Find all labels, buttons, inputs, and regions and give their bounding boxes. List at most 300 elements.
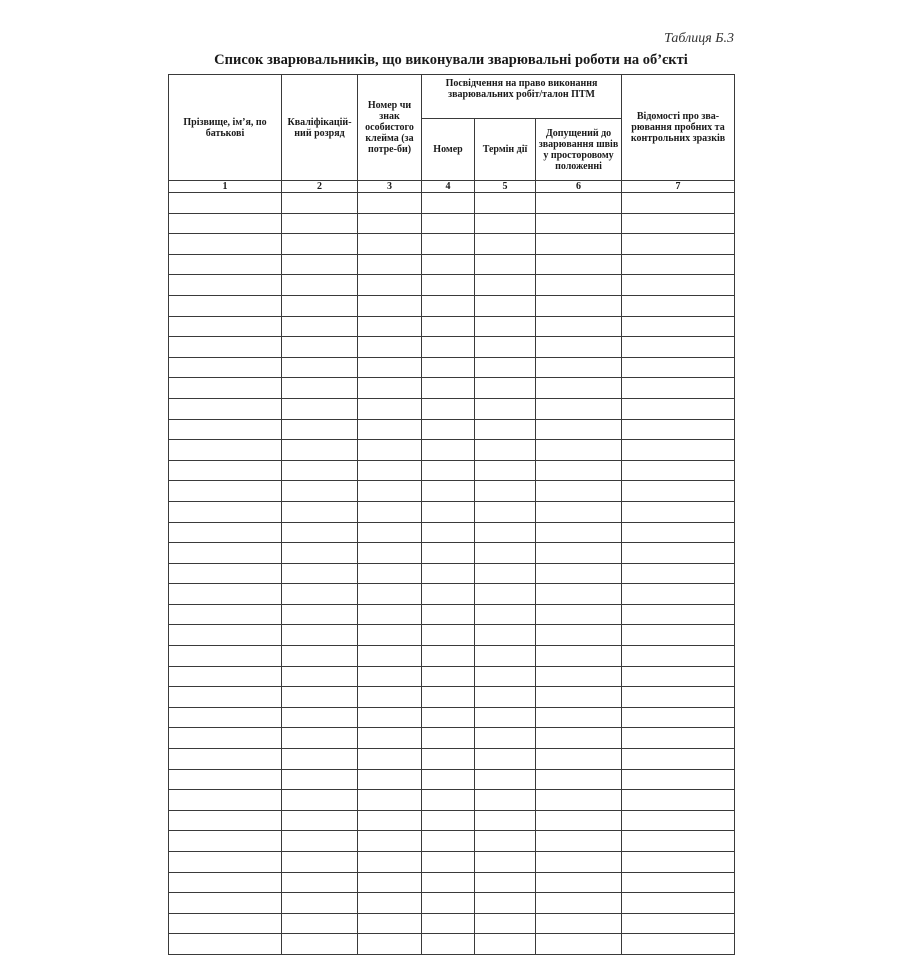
empty-cell <box>282 810 358 831</box>
table-row <box>169 913 735 934</box>
empty-cell <box>422 934 475 955</box>
empty-cell <box>358 234 422 255</box>
empty-cell <box>536 543 622 564</box>
empty-cell <box>282 275 358 296</box>
empty-cell <box>622 419 735 440</box>
empty-cell <box>169 501 282 522</box>
empty-cell <box>422 316 475 337</box>
empty-cell <box>622 563 735 584</box>
document-title: Список зварювальників, що виконували зварювальні роботи на об’єкті <box>214 52 688 68</box>
empty-cell <box>282 934 358 955</box>
table-row <box>169 357 735 378</box>
empty-cell <box>622 666 735 687</box>
empty-cell <box>169 337 282 358</box>
empty-cell <box>282 440 358 461</box>
table-row <box>169 213 735 234</box>
empty-cell <box>282 625 358 646</box>
header-position: Допущений до зварювання швів у просторовому положенні <box>536 119 622 181</box>
empty-cell <box>422 687 475 708</box>
empty-cell <box>536 460 622 481</box>
empty-cell <box>358 666 422 687</box>
empty-cell <box>282 316 358 337</box>
empty-cell <box>475 604 536 625</box>
empty-cell <box>422 193 475 214</box>
table-row <box>169 893 735 914</box>
empty-cell <box>282 893 358 914</box>
table-row <box>169 872 735 893</box>
empty-cell <box>536 584 622 605</box>
empty-cell <box>422 810 475 831</box>
empty-cell <box>536 666 622 687</box>
empty-cell <box>422 666 475 687</box>
table-row <box>169 234 735 255</box>
empty-cell <box>358 913 422 934</box>
empty-cell <box>282 295 358 316</box>
empty-cell <box>282 398 358 419</box>
empty-cell <box>422 625 475 646</box>
table-row <box>169 193 735 214</box>
empty-cell <box>282 584 358 605</box>
empty-cell <box>169 728 282 749</box>
empty-cell <box>282 872 358 893</box>
empty-cell <box>622 295 735 316</box>
empty-cell <box>622 522 735 543</box>
empty-cell <box>622 769 735 790</box>
empty-cell <box>358 707 422 728</box>
empty-cell <box>622 934 735 955</box>
column-number: 7 <box>622 181 735 193</box>
empty-cell <box>422 378 475 399</box>
table-row <box>169 604 735 625</box>
empty-cell <box>622 234 735 255</box>
empty-cell <box>358 275 422 296</box>
empty-cell <box>475 193 536 214</box>
empty-cell <box>475 254 536 275</box>
empty-cell <box>475 810 536 831</box>
empty-cell <box>422 893 475 914</box>
empty-cell <box>169 398 282 419</box>
empty-cell <box>169 810 282 831</box>
empty-cell <box>622 440 735 461</box>
empty-cell <box>536 254 622 275</box>
empty-cell <box>169 357 282 378</box>
empty-cell <box>169 460 282 481</box>
empty-cell <box>169 831 282 852</box>
empty-cell <box>536 604 622 625</box>
empty-cell <box>536 501 622 522</box>
empty-cell <box>475 419 536 440</box>
empty-cell <box>422 522 475 543</box>
empty-cell <box>422 913 475 934</box>
empty-cell <box>422 357 475 378</box>
empty-cell <box>475 501 536 522</box>
table-row <box>169 378 735 399</box>
table-row <box>169 337 735 358</box>
empty-cell <box>358 193 422 214</box>
empty-cell <box>536 687 622 708</box>
empty-cell <box>422 749 475 770</box>
empty-cell <box>536 563 622 584</box>
empty-cell <box>282 522 358 543</box>
empty-cell <box>536 625 622 646</box>
empty-cell <box>536 913 622 934</box>
empty-cell <box>536 234 622 255</box>
empty-cell <box>622 481 735 502</box>
empty-cell <box>169 749 282 770</box>
empty-cell <box>422 831 475 852</box>
empty-cell <box>422 275 475 296</box>
empty-cell <box>536 893 622 914</box>
empty-cell <box>422 481 475 502</box>
empty-cell <box>282 749 358 770</box>
empty-cell <box>536 419 622 440</box>
empty-cell <box>358 501 422 522</box>
column-number: 3 <box>358 181 422 193</box>
empty-cell <box>282 687 358 708</box>
empty-cell <box>169 872 282 893</box>
table-row <box>169 460 735 481</box>
empty-cell <box>536 378 622 399</box>
empty-cell <box>169 213 282 234</box>
empty-cell <box>358 295 422 316</box>
table-row <box>169 522 735 543</box>
table-row <box>169 481 735 502</box>
empty-cell <box>358 316 422 337</box>
empty-cell <box>536 769 622 790</box>
empty-cell <box>282 913 358 934</box>
empty-cell <box>169 893 282 914</box>
table-row <box>169 687 735 708</box>
empty-cell <box>169 378 282 399</box>
table-row <box>169 852 735 873</box>
empty-cell <box>622 193 735 214</box>
empty-cell <box>475 625 536 646</box>
empty-cell <box>475 749 536 770</box>
table-row <box>169 934 735 955</box>
table-row <box>169 810 735 831</box>
table-row <box>169 749 735 770</box>
empty-cell <box>358 543 422 564</box>
empty-cell <box>475 543 536 564</box>
empty-cell <box>475 460 536 481</box>
empty-cell <box>422 852 475 873</box>
empty-cell <box>475 213 536 234</box>
header-validity: Термін дії <box>475 119 536 181</box>
empty-cell <box>422 563 475 584</box>
empty-cell <box>169 316 282 337</box>
empty-cell <box>422 646 475 667</box>
empty-cell <box>358 584 422 605</box>
empty-cell <box>536 398 622 419</box>
empty-cell <box>536 707 622 728</box>
empty-cell <box>169 543 282 564</box>
empty-cell <box>169 604 282 625</box>
empty-cell <box>622 790 735 811</box>
empty-cell <box>422 398 475 419</box>
empty-cell <box>422 460 475 481</box>
header-full-name: Прізвище, ім’я, по батькові <box>169 75 282 181</box>
empty-cell <box>169 275 282 296</box>
empty-cell <box>358 872 422 893</box>
empty-cell <box>536 275 622 296</box>
empty-cell <box>622 893 735 914</box>
header-number: Номер <box>422 119 475 181</box>
column-number: 6 <box>536 181 622 193</box>
empty-cell <box>622 398 735 419</box>
empty-cell <box>536 357 622 378</box>
empty-cell <box>536 295 622 316</box>
empty-cell <box>169 769 282 790</box>
table-row <box>169 707 735 728</box>
empty-cell <box>169 419 282 440</box>
empty-cell <box>622 543 735 564</box>
empty-cell <box>475 728 536 749</box>
column-number: 2 <box>282 181 358 193</box>
empty-cell <box>536 213 622 234</box>
empty-cell <box>358 625 422 646</box>
column-number: 4 <box>422 181 475 193</box>
table-row <box>169 831 735 852</box>
empty-cell <box>358 893 422 914</box>
empty-cell <box>358 934 422 955</box>
empty-cell <box>536 934 622 955</box>
empty-cell <box>475 481 536 502</box>
table-row <box>169 440 735 461</box>
empty-cell <box>169 295 282 316</box>
empty-cell <box>282 378 358 399</box>
empty-cell <box>358 769 422 790</box>
empty-cell <box>475 337 536 358</box>
empty-cell <box>169 687 282 708</box>
empty-cell <box>282 563 358 584</box>
empty-cell <box>475 584 536 605</box>
empty-cell <box>358 687 422 708</box>
table-row <box>169 625 735 646</box>
empty-cell <box>475 440 536 461</box>
empty-cell <box>622 810 735 831</box>
empty-cell <box>475 378 536 399</box>
empty-cell <box>422 295 475 316</box>
empty-cell <box>169 481 282 502</box>
table-row <box>169 728 735 749</box>
empty-cell <box>536 749 622 770</box>
empty-cell <box>422 728 475 749</box>
empty-cell <box>282 357 358 378</box>
empty-cell <box>422 419 475 440</box>
table-row <box>169 646 735 667</box>
empty-cell <box>282 604 358 625</box>
empty-cell <box>622 501 735 522</box>
empty-cell <box>169 646 282 667</box>
empty-cell <box>169 440 282 461</box>
empty-cell <box>622 831 735 852</box>
welders-table <box>168 74 735 955</box>
empty-cell <box>475 398 536 419</box>
empty-cell <box>422 790 475 811</box>
empty-cell <box>536 481 622 502</box>
empty-cell <box>475 831 536 852</box>
empty-cell <box>282 460 358 481</box>
empty-cell <box>622 213 735 234</box>
empty-cell <box>536 440 622 461</box>
table-row <box>169 790 735 811</box>
empty-cell <box>475 913 536 934</box>
empty-cell <box>536 646 622 667</box>
empty-cell <box>475 687 536 708</box>
empty-cell <box>169 625 282 646</box>
empty-cell <box>282 501 358 522</box>
empty-cell <box>358 604 422 625</box>
empty-cell <box>169 666 282 687</box>
empty-cell <box>622 275 735 296</box>
empty-cell <box>422 213 475 234</box>
empty-cell <box>358 357 422 378</box>
table-row <box>169 316 735 337</box>
table-row <box>169 419 735 440</box>
table-row <box>169 543 735 564</box>
empty-cell <box>475 707 536 728</box>
empty-cell <box>622 378 735 399</box>
empty-cell <box>422 543 475 564</box>
empty-cell <box>475 357 536 378</box>
empty-cell <box>358 831 422 852</box>
empty-cell <box>169 913 282 934</box>
empty-cell <box>536 872 622 893</box>
empty-cell <box>282 769 358 790</box>
empty-cell <box>358 481 422 502</box>
column-numbers-row <box>169 181 735 193</box>
empty-cell <box>169 934 282 955</box>
table-row <box>169 398 735 419</box>
empty-cell <box>282 728 358 749</box>
empty-cell <box>475 275 536 296</box>
empty-cell <box>422 501 475 522</box>
empty-cell <box>622 584 735 605</box>
empty-cell <box>622 625 735 646</box>
empty-cell <box>622 337 735 358</box>
empty-cell <box>169 852 282 873</box>
empty-cell <box>622 687 735 708</box>
empty-cell <box>475 852 536 873</box>
empty-cell <box>536 810 622 831</box>
empty-cell <box>475 295 536 316</box>
empty-cell <box>536 193 622 214</box>
empty-cell <box>536 316 622 337</box>
table-row <box>169 295 735 316</box>
empty-cell <box>622 254 735 275</box>
empty-cell <box>358 254 422 275</box>
empty-cell <box>169 193 282 214</box>
empty-cell <box>282 481 358 502</box>
empty-cell <box>536 790 622 811</box>
empty-cell <box>358 563 422 584</box>
table-row <box>169 563 735 584</box>
empty-cell <box>622 646 735 667</box>
empty-cell <box>358 522 422 543</box>
empty-cell <box>422 769 475 790</box>
empty-cell <box>282 543 358 564</box>
empty-cell <box>475 769 536 790</box>
empty-cell <box>358 749 422 770</box>
empty-cell <box>169 522 282 543</box>
empty-cell <box>622 913 735 934</box>
empty-cell <box>536 337 622 358</box>
header-qualification: Кваліфікацій-ний розряд <box>282 75 358 181</box>
empty-cell <box>282 707 358 728</box>
empty-cell <box>475 522 536 543</box>
empty-cell <box>282 831 358 852</box>
table-label: Таблиця Б.3 <box>664 31 734 46</box>
empty-cell <box>282 666 358 687</box>
empty-cell <box>358 213 422 234</box>
empty-cell <box>358 440 422 461</box>
empty-cell <box>475 316 536 337</box>
empty-cell <box>282 254 358 275</box>
empty-cell <box>282 646 358 667</box>
empty-cell <box>622 728 735 749</box>
empty-cell <box>422 254 475 275</box>
empty-cell <box>622 316 735 337</box>
table-row <box>169 501 735 522</box>
empty-cell <box>422 337 475 358</box>
empty-cell <box>622 852 735 873</box>
empty-cell <box>475 790 536 811</box>
empty-cell <box>282 234 358 255</box>
empty-cell <box>358 852 422 873</box>
header-stamp: Номер чи знак особистого клейма (за потре-би) <box>358 75 422 181</box>
empty-cell <box>358 419 422 440</box>
empty-cell <box>536 831 622 852</box>
table-row <box>169 275 735 296</box>
empty-cell <box>422 234 475 255</box>
empty-cell <box>622 749 735 770</box>
empty-cell <box>358 460 422 481</box>
empty-cell <box>536 852 622 873</box>
empty-cell <box>422 604 475 625</box>
empty-cell <box>282 419 358 440</box>
empty-cell <box>282 790 358 811</box>
empty-cell <box>622 460 735 481</box>
empty-cell <box>358 790 422 811</box>
empty-cell <box>475 234 536 255</box>
empty-cell <box>169 584 282 605</box>
empty-cell <box>622 707 735 728</box>
empty-cell <box>475 563 536 584</box>
empty-cell <box>422 872 475 893</box>
empty-cell <box>169 707 282 728</box>
empty-cell <box>282 337 358 358</box>
table-row <box>169 769 735 790</box>
table-row <box>169 254 735 275</box>
empty-cell <box>422 584 475 605</box>
empty-cell <box>282 193 358 214</box>
empty-cell <box>475 666 536 687</box>
empty-cell <box>282 213 358 234</box>
empty-cell <box>358 398 422 419</box>
empty-cell <box>358 728 422 749</box>
empty-cell <box>169 790 282 811</box>
table-row <box>169 666 735 687</box>
empty-cell <box>422 707 475 728</box>
header-certificate-group: Посвідчення на право виконання зварювальних робіт/талон ПТМ <box>422 75 622 119</box>
empty-cell <box>422 440 475 461</box>
empty-cell <box>622 604 735 625</box>
empty-cell <box>169 234 282 255</box>
empty-cell <box>475 893 536 914</box>
empty-cell <box>169 563 282 584</box>
column-number: 5 <box>475 181 536 193</box>
empty-cell <box>169 254 282 275</box>
